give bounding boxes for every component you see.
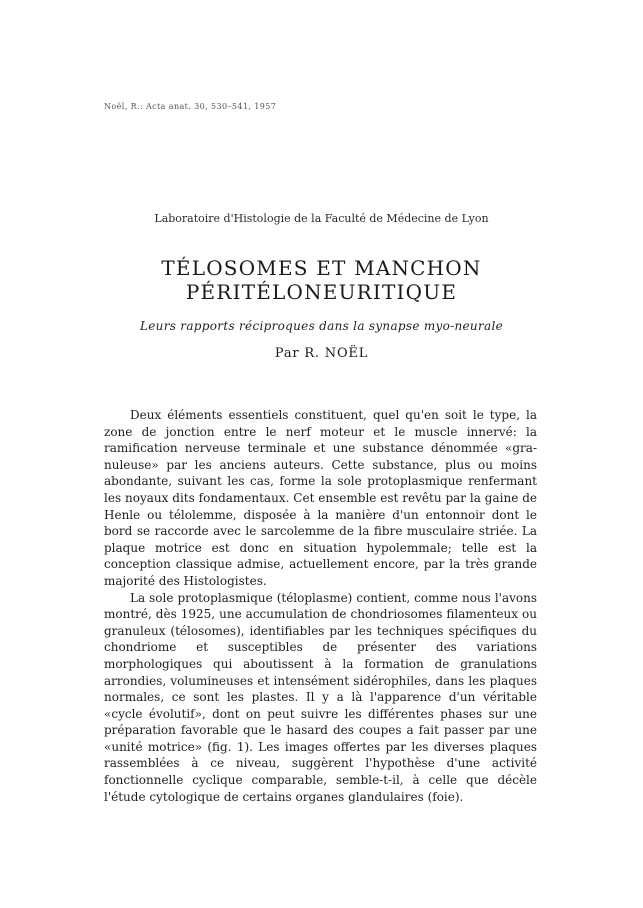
paragraph-1: Deux éléments essentiels constituent, quel qu'en soit le type, la zone de jonction entre le nerf moteur et le muscle innervé: la ramification nerveuse terminale et une substance dénommée «granuleuse» par les anciens auteurs. Cette substance, plus ou moins abondante, suivant les cas, forme la sole protoplasmique renfermant les noyaux dits fondamentaux. Cet ensemble est revêtu par la gaine de Henle ou télolemme, disposée à la manière d'un entonnoir dont le bord se raccorde avec le sarcolemme de la fibre musculaire striée. La plaque motrice est donc en situation hypolemmale; telle est la conception classique admise, actuellement encore, par la très grande majorité des Histologistes. xyxy=(104,408,537,588)
title-line-1: TÉLOSOMES ET MANCHON xyxy=(161,256,482,280)
title-line-2: PÉRITÉLONEURITIQUE xyxy=(185,280,458,304)
affiliation: Laboratoire d'Histologie de la Faculté de Médecine de Lyon xyxy=(154,212,489,225)
article-subtitle: Leurs rapports réciproques dans la synapse myo-neurale xyxy=(140,319,503,333)
paragraph-2: La sole protoplasmique (téloplasme) contient, comme nous l'avons montré, dès 1925, une accumulation de chondriosomes filamenteux ou granuleux (télosomes), identifiables par les techniques spécifiques du chondriome et susceptibles de présenter des variations morphologiques qui aboutissent à la formation de granulations arrondies, volumineuses et intensément sidérophiles, dans les plaques normales, ce sont les plastes. Il y a là l'apparence d'un véritable «cycle évolutif», dont on peut suivre les différentes phases sur une préparation favorable que le hasard des coupes a fait passer par une «unité motrice» (fig. 1). Les images offertes par les diverses plaques rassemblées à ce niveau, suggèrent l'hypothèse d'une activité fonctionnelle cyclique comparable, semble-t-il, à celle que décèle l'étude cytologique de certains organes glandulaires (foie). xyxy=(104,590,537,804)
article-title xyxy=(0,256,643,304)
author-line: Par R. NOËL xyxy=(274,346,369,361)
body-text xyxy=(104,407,537,805)
journal-citation: Noël, R.: Acta anat. 30, 530–541, 1957 xyxy=(104,102,277,111)
